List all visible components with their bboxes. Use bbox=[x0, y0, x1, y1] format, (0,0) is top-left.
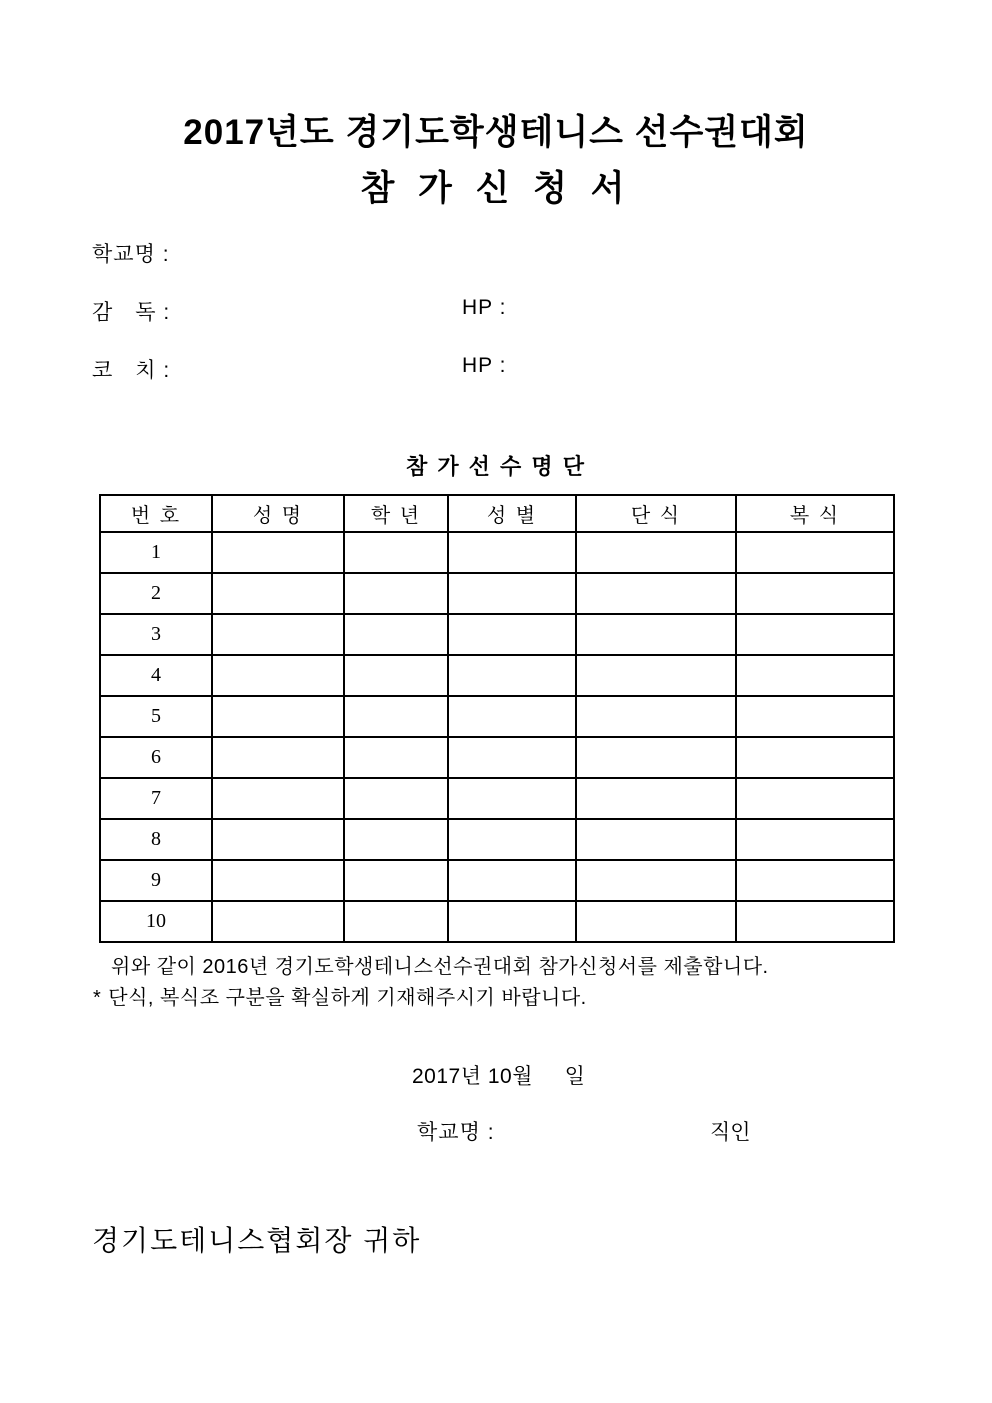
roster-cell-name bbox=[212, 819, 344, 860]
director-label: 감 독 : bbox=[92, 301, 171, 324]
roster-cell-doubles bbox=[736, 573, 894, 614]
roster-row bbox=[100, 819, 894, 860]
roster-header-doubles: 복 식 bbox=[736, 495, 894, 532]
submission-note: 위와 같이 2016년 경기도학생테니스선수권대회 참가신청서를 제출합니다. bbox=[111, 956, 769, 978]
roster-cell-name bbox=[212, 655, 344, 696]
roster-cell-grade bbox=[344, 573, 448, 614]
roster-row bbox=[100, 860, 894, 901]
roster-cell-doubles bbox=[736, 860, 894, 901]
roster-cell-grade bbox=[344, 901, 448, 942]
roster-cell-singles bbox=[576, 901, 736, 942]
title-block bbox=[0, 110, 992, 212]
roster-cell-doubles bbox=[736, 737, 894, 778]
roster-cell-name bbox=[212, 614, 344, 655]
roster-cell-doubles bbox=[736, 778, 894, 819]
roster-cell-gender bbox=[448, 860, 576, 901]
roster-cell-name bbox=[212, 573, 344, 614]
roster-row-number: 6 bbox=[100, 737, 212, 778]
roster-row bbox=[100, 901, 894, 942]
roster-cell-gender bbox=[448, 901, 576, 942]
instruction-note bbox=[93, 981, 587, 1010]
roster-row bbox=[100, 696, 894, 737]
roster-row bbox=[100, 614, 894, 655]
roster-cell-doubles bbox=[736, 532, 894, 573]
asterisk-mark: * bbox=[93, 987, 102, 1009]
roster-cell-singles bbox=[576, 532, 736, 573]
roster-cell-doubles bbox=[736, 696, 894, 737]
roster-cell-singles bbox=[576, 778, 736, 819]
roster-row-number: 4 bbox=[100, 655, 212, 696]
roster-cell-grade bbox=[344, 737, 448, 778]
roster-header-name: 성 명 bbox=[212, 495, 344, 532]
roster-cell-name bbox=[212, 778, 344, 819]
roster-header-singles: 단 식 bbox=[576, 495, 736, 532]
roster-cell-doubles bbox=[736, 901, 894, 942]
roster-row bbox=[100, 655, 894, 696]
roster-cell-grade bbox=[344, 614, 448, 655]
official-seal-label: 직인 bbox=[710, 1121, 751, 1144]
roster-cell-singles bbox=[576, 573, 736, 614]
roster-cell-doubles bbox=[736, 819, 894, 860]
roster-header-number: 번 호 bbox=[100, 495, 212, 532]
roster-cell-gender bbox=[448, 696, 576, 737]
roster-row bbox=[100, 778, 894, 819]
roster-cell-gender bbox=[448, 737, 576, 778]
roster-cell-grade bbox=[344, 819, 448, 860]
roster-cell-singles bbox=[576, 737, 736, 778]
roster-row bbox=[100, 532, 894, 573]
document-title-line1: 2017년도 경기도학생테니스 선수권대회 bbox=[183, 113, 809, 152]
roster-row bbox=[100, 573, 894, 614]
roster-header-row bbox=[100, 495, 894, 532]
roster-row-number: 5 bbox=[100, 696, 212, 737]
roster-table bbox=[99, 494, 895, 943]
roster-row-number: 2 bbox=[100, 573, 212, 614]
roster-row-number: 8 bbox=[100, 819, 212, 860]
coach-hp-label: HP : bbox=[462, 354, 507, 377]
roster-cell-singles bbox=[576, 655, 736, 696]
roster-cell-gender bbox=[448, 819, 576, 860]
roster-cell-grade bbox=[344, 778, 448, 819]
roster-row-number: 7 bbox=[100, 778, 212, 819]
roster-cell-grade bbox=[344, 696, 448, 737]
roster-cell-gender bbox=[448, 573, 576, 614]
roster-cell-name bbox=[212, 860, 344, 901]
roster-row-number: 9 bbox=[100, 860, 212, 901]
instruction-note-text: 단식, 복식조 구분을 확실하게 기재해주시기 바랍니다. bbox=[108, 987, 587, 1009]
roster-cell-singles bbox=[576, 614, 736, 655]
roster-cell-name bbox=[212, 901, 344, 942]
roster-caption: 참 가 선 수 명 단 bbox=[405, 454, 587, 479]
roster-cell-grade bbox=[344, 532, 448, 573]
roster-cell-doubles bbox=[736, 655, 894, 696]
roster-row bbox=[100, 737, 894, 778]
roster-cell-grade bbox=[344, 860, 448, 901]
roster-header-grade: 학 년 bbox=[344, 495, 448, 532]
coach-label: 코 치 : bbox=[92, 359, 171, 382]
footer-school-name-label: 학교명 : bbox=[417, 1121, 495, 1144]
document-title-line2: 참 가 신 청 서 bbox=[360, 169, 632, 208]
director-hp-label: HP : bbox=[462, 296, 507, 319]
roster-cell-name bbox=[212, 532, 344, 573]
roster-cell-gender bbox=[448, 532, 576, 573]
roster-cell-name bbox=[212, 696, 344, 737]
roster-cell-grade bbox=[344, 655, 448, 696]
roster-cell-name bbox=[212, 737, 344, 778]
roster-cell-singles bbox=[576, 860, 736, 901]
roster-cell-gender bbox=[448, 614, 576, 655]
roster-row-number: 1 bbox=[100, 532, 212, 573]
roster-row-number: 3 bbox=[100, 614, 212, 655]
recipient-line: 경기도테니스협회장 귀하 bbox=[92, 1225, 422, 1256]
roster-cell-singles bbox=[576, 819, 736, 860]
date-line: 2017년 10월 일 bbox=[412, 1065, 586, 1088]
roster-cell-doubles bbox=[736, 614, 894, 655]
roster-header-gender: 성 별 bbox=[448, 495, 576, 532]
roster-cell-gender bbox=[448, 655, 576, 696]
roster-cell-singles bbox=[576, 696, 736, 737]
roster-row-number: 10 bbox=[100, 901, 212, 942]
school-name-label: 학교명 : bbox=[92, 243, 170, 266]
roster-cell-gender bbox=[448, 778, 576, 819]
